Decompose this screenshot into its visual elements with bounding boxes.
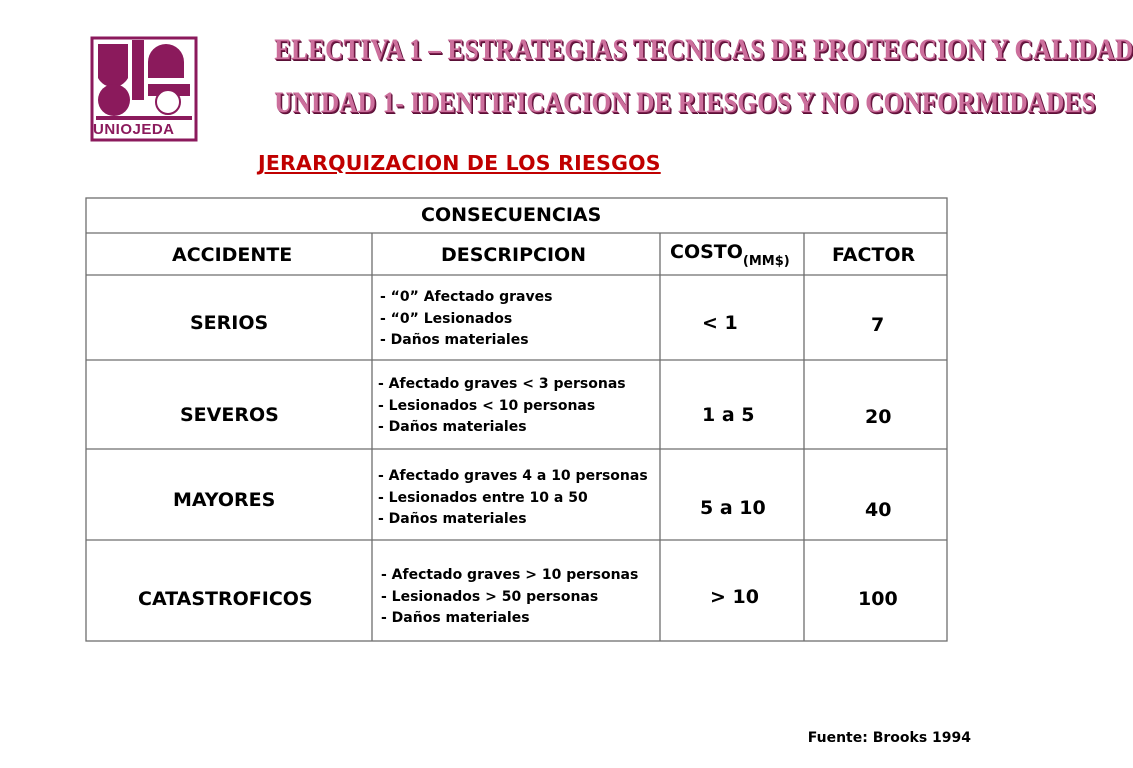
page-subtitle: JERARQUIZACION DE LOS RIESGOS (258, 151, 661, 175)
costo-unit: (MM$) (742, 254, 790, 269)
accidente-cell: MAYORES (173, 489, 276, 511)
accidente-cell: SERIOS (190, 312, 269, 334)
costo-cell: > 10 (710, 586, 759, 608)
descripcion-line: - Daños materiales (380, 332, 529, 348)
column-header-descripcion: DESCRIPCION (441, 244, 587, 266)
consecuencias-header: CONSECUENCIAS (421, 204, 602, 226)
accidente-cell: CATASTROFICOS (138, 588, 313, 610)
descripcion-line: - Daños materiales (381, 610, 530, 626)
source-citation: Fuente: Brooks 1994 (807, 730, 971, 746)
costo-cell: < 1 (702, 312, 738, 334)
costo-label: COSTO (670, 241, 743, 263)
column-header-costo (670, 241, 790, 269)
accidente-cell: SEVEROS (180, 404, 279, 426)
costo-cell: 5 a 10 (700, 497, 766, 519)
descripcion-line: - “0” Lesionados (380, 310, 513, 327)
descripcion-line: - Daños materiales (378, 511, 527, 527)
descripcion-cell (378, 466, 648, 531)
title-line-1: ELECTIVA 1 – ESTRATEGIAS TECNICAS DE PROTECCION Y CALIDAD (274, 33, 1133, 66)
descripcion-line: - Afectado graves 4 a 10 personas (378, 468, 648, 484)
descripcion-line: - Daños materiales (378, 419, 527, 435)
descripcion-line: - Lesionados < 10 personas (378, 397, 596, 414)
descripcion-cell (378, 374, 626, 439)
logo-name: UNIOJEDA (93, 121, 175, 138)
descripcion-cell (381, 565, 638, 630)
column-header-accidente: ACCIDENTE (172, 244, 293, 266)
costo-cell: 1 a 5 (702, 404, 755, 426)
title-line-2: UNIDAD 1- IDENTIFICACION DE RIESGOS Y NO CONFORMIDADES (274, 86, 1096, 119)
factor-cell: 40 (865, 499, 892, 521)
column-header-factor: FACTOR (832, 244, 916, 266)
factor-cell: 20 (865, 406, 892, 428)
descripcion-line: - “0” Afectado graves (380, 289, 553, 305)
descripcion-line: - Afectado graves < 3 personas (378, 376, 626, 392)
descripcion-line: - Afectado graves > 10 personas (381, 567, 639, 583)
descripcion-cell (380, 287, 552, 352)
factor-cell: 7 (871, 314, 885, 336)
factor-cell: 100 (858, 588, 898, 610)
descripcion-line: - Lesionados entre 10 a 50 (378, 489, 588, 506)
descripcion-line: - Lesionados > 50 personas (381, 588, 599, 605)
